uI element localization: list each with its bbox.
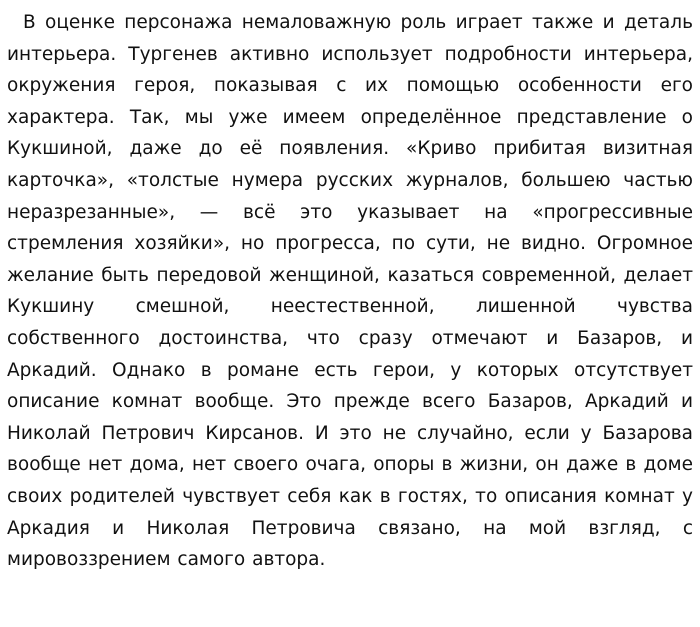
body-paragraph: В оценке персонажа немаловажную роль играет также и деталь интерьера. Тургенев активно использует подробности интерьера, окружения героя, показывая с их помощью особенности его характера. Так, мы уже имеем определённое представление о Кукшиной, даже до её появления. «Криво прибитая визитная карточка», «толстые нумера русских журналов, большею частью неразрезанные», — всё это указывает на «прогрессивные стремления хозяйки», но прогресса, по сути, не видно. Огромное желание быть передовой женщиной, казаться современной, делает Кукшину смешной, неестественной, лишенной чувства собственного достоинства, что сразу отмечают и Базаров, и Аркадий. Однако в романе есть герои, у которых отсутствует описание комнат вообще. Это прежде всего Базаров, Аркадий и Николай Петрович Кирсанов. И это не случайно, если у Базарова вообще нет дома, нет своего очага, опоры в жизни, он даже в доме своих родителей чувствует себя как в гостях, то описания комнат у Аркадия и Николая Петровича связано, на мой взгляд, с мировоззрением самого автора. bbox=[7, 12, 693, 571]
